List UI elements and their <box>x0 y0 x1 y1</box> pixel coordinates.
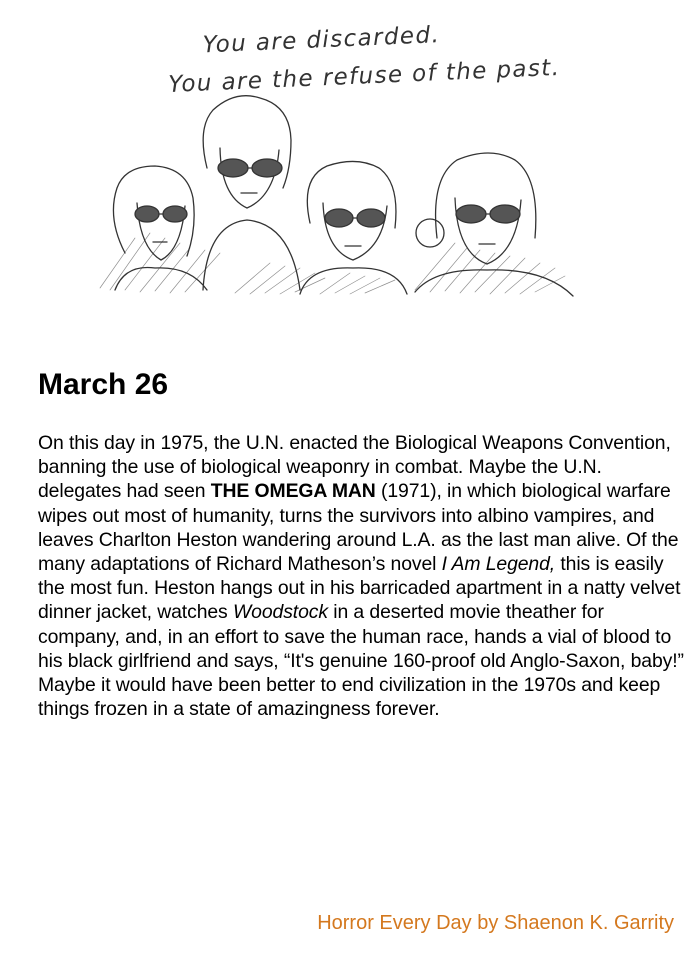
author-credit: Horror Every Day by Shaenon K. Garrity <box>317 912 674 934</box>
body-segment: On this day in 1975, the U.N. enacted the Biological Weapons Convention, banning the use of biological weaponry in combat. Maybe the U.N. delegates had seen <box>38 432 671 503</box>
entry-date-heading: March 26 <box>38 368 169 401</box>
body-segment: (1971), in which biological warfare wipes out most of humanity, turns the survivors into albino vampires, and leaves Charlton Heston wandering around L.A. as the last man alive. Of the many adaptations of Richard Matheson’s novel <box>38 480 679 576</box>
body-segment: in a deserted movie theather for company, and, in an effort to save the human race, hands a vial of blood to his black girlfriend and says, “It's genuine 160-proof old Anglo-Saxon, baby!” Maybe it would have been better to end civilization in the 1970s and keep things frozen in a state of amazingness forever. <box>38 601 684 721</box>
film-title-italic: Woodstock <box>232 601 328 624</box>
caption-line-1: You are discarded. <box>202 22 441 59</box>
caption-line-2: You are the refuse of the past. <box>167 54 561 98</box>
novel-title-italic: I Am Legend, <box>441 553 556 576</box>
entry-body-text <box>38 431 688 721</box>
body-segment: this is easily the most fun. Heston hangs out in his barricaded apartment in a natty velvet dinner jacket, watches <box>38 553 681 624</box>
film-title-bold: THE OMEGA MAN <box>210 480 376 503</box>
